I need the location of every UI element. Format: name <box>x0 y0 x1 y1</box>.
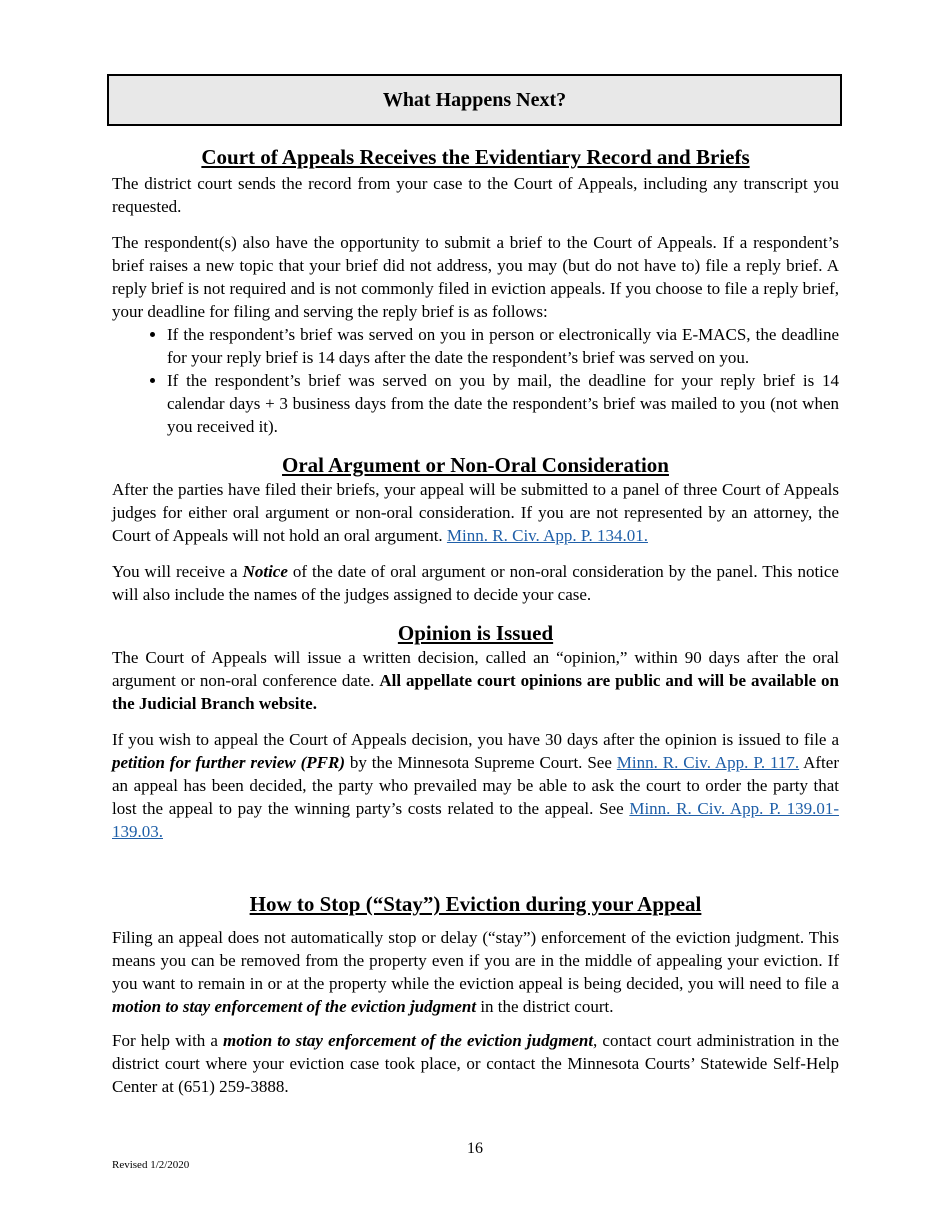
revised-date: Revised 1/2/2020 <box>112 1159 190 1171</box>
paragraph-text: After an appeal has been decided, the party who prevailed may be able to ask the court to order the party that lost the appeal to pay the winning party’s costs related to the appeal. See <box>112 753 839 818</box>
pfr-term: petition for further review (PFR) <box>112 753 346 772</box>
notice-term: Notice <box>242 562 288 581</box>
link-rule-117[interactable]: Minn. R. Civ. App. P. 117. <box>616 753 800 772</box>
paragraph-oral-argument <box>112 478 839 547</box>
paragraph-text: After the parties have filed their briefs, your appeal will be submitted to a panel of three Court of Appeals judges for either oral argument or non-oral consideration. If you are not represented by an attorney, the Court of Appeals will not hold an oral argument. <box>112 480 839 545</box>
paragraph-text: , contact court administration in the district court where your eviction case took place, or contact the Minnesota Courts’ Statewide Self-Help Center at (651) 259-3888. <box>112 1031 839 1096</box>
paragraph-text: of the date of oral argument or non-oral consideration by the panel. This notice will also include the names of the judges assigned to decide your case. <box>112 562 839 604</box>
paragraph-text: by the Minnesota Supreme Court. See <box>345 753 617 772</box>
motion-term: motion to stay enforcement of the eviction judgment <box>223 1031 594 1050</box>
section-title-box <box>107 74 842 126</box>
list-item: • If the respondent’s brief was served on you by mail, the deadline for your reply brief is 14 calendar days + 3 business days from the date the respondent’s brief was mailed to you (not when you received it). <box>167 369 839 438</box>
paragraph-reply-brief: The respondent(s) also have the opportunity to submit a brief to the Court of Appeals. If a respondent’s brief raises a new topic that your brief did not address, you may (but do not have to) file a reply brief. A reply brief is not required and is not commonly filed in eviction appeals. If you choose to file a reply brief, your deadline for filing and serving the reply brief is as follows: <box>112 233 839 321</box>
paragraph-text: If you wish to appeal the Court of Appeals decision, you have 30 days after the opinion is issued to file a <box>112 730 839 749</box>
paragraph-help <box>112 1029 839 1098</box>
heading-stay-eviction: How to Stop (“Stay”) Eviction during your Appeal <box>249 892 702 916</box>
motion-term: motion to stay enforcement of the eviction judgment <box>112 997 477 1016</box>
section-title: What Happens Next? <box>382 88 567 111</box>
page-number: 16 <box>467 1140 483 1157</box>
paragraph-stay <box>112 926 839 1018</box>
document-body <box>112 144 839 1098</box>
paragraph-text: in the district court. <box>476 997 614 1016</box>
heading-record-and-briefs: Court of Appeals Receives the Evidentiary Record and Briefs <box>201 145 750 169</box>
heading-opinion-issued: Opinion is Issued <box>397 621 554 645</box>
reply-deadline-list <box>112 323 839 438</box>
heading-oral-argument: Oral Argument or Non-Oral Consideration <box>282 453 669 477</box>
link-rule-134-01[interactable]: Minn. R. Civ. App. P. 134.01. <box>446 526 648 545</box>
paragraph-text: You will receive a <box>112 562 243 581</box>
opinions-public-note: All appellate court opinions are public and will be available on the Judicial Branch website. <box>112 671 839 713</box>
list-item: • If the respondent’s brief was served on you in person or electronically via E-MACS, the deadline for your reply brief is 14 days after the date the respondent’s brief was served on you. <box>167 323 839 369</box>
paragraph-notice <box>112 560 839 606</box>
paragraph-opinion <box>112 646 839 715</box>
paragraph-text: For help with a <box>112 1031 224 1050</box>
paragraph-text: Filing an appeal does not automatically stop or delay (“stay”) enforcement of the eviction judgment. This means you can be removed from the property even if you are in the middle of appealing your eviction. If you want to remain in or at the property while the eviction appeal is being decided, you will need to file a <box>112 928 839 993</box>
paragraph-pfr <box>112 728 839 843</box>
link-rule-139[interactable]: Minn. R. Civ. App. P. 139.01-139.03. <box>112 799 840 841</box>
paragraph-text: The Court of Appeals will issue a written decision, called an “opinion,” within 90 days after the oral argument or non-oral conference date. <box>112 648 839 690</box>
paragraph-record: The district court sends the record from your case to the Court of Appeals, including any transcript you requested. <box>112 174 839 216</box>
